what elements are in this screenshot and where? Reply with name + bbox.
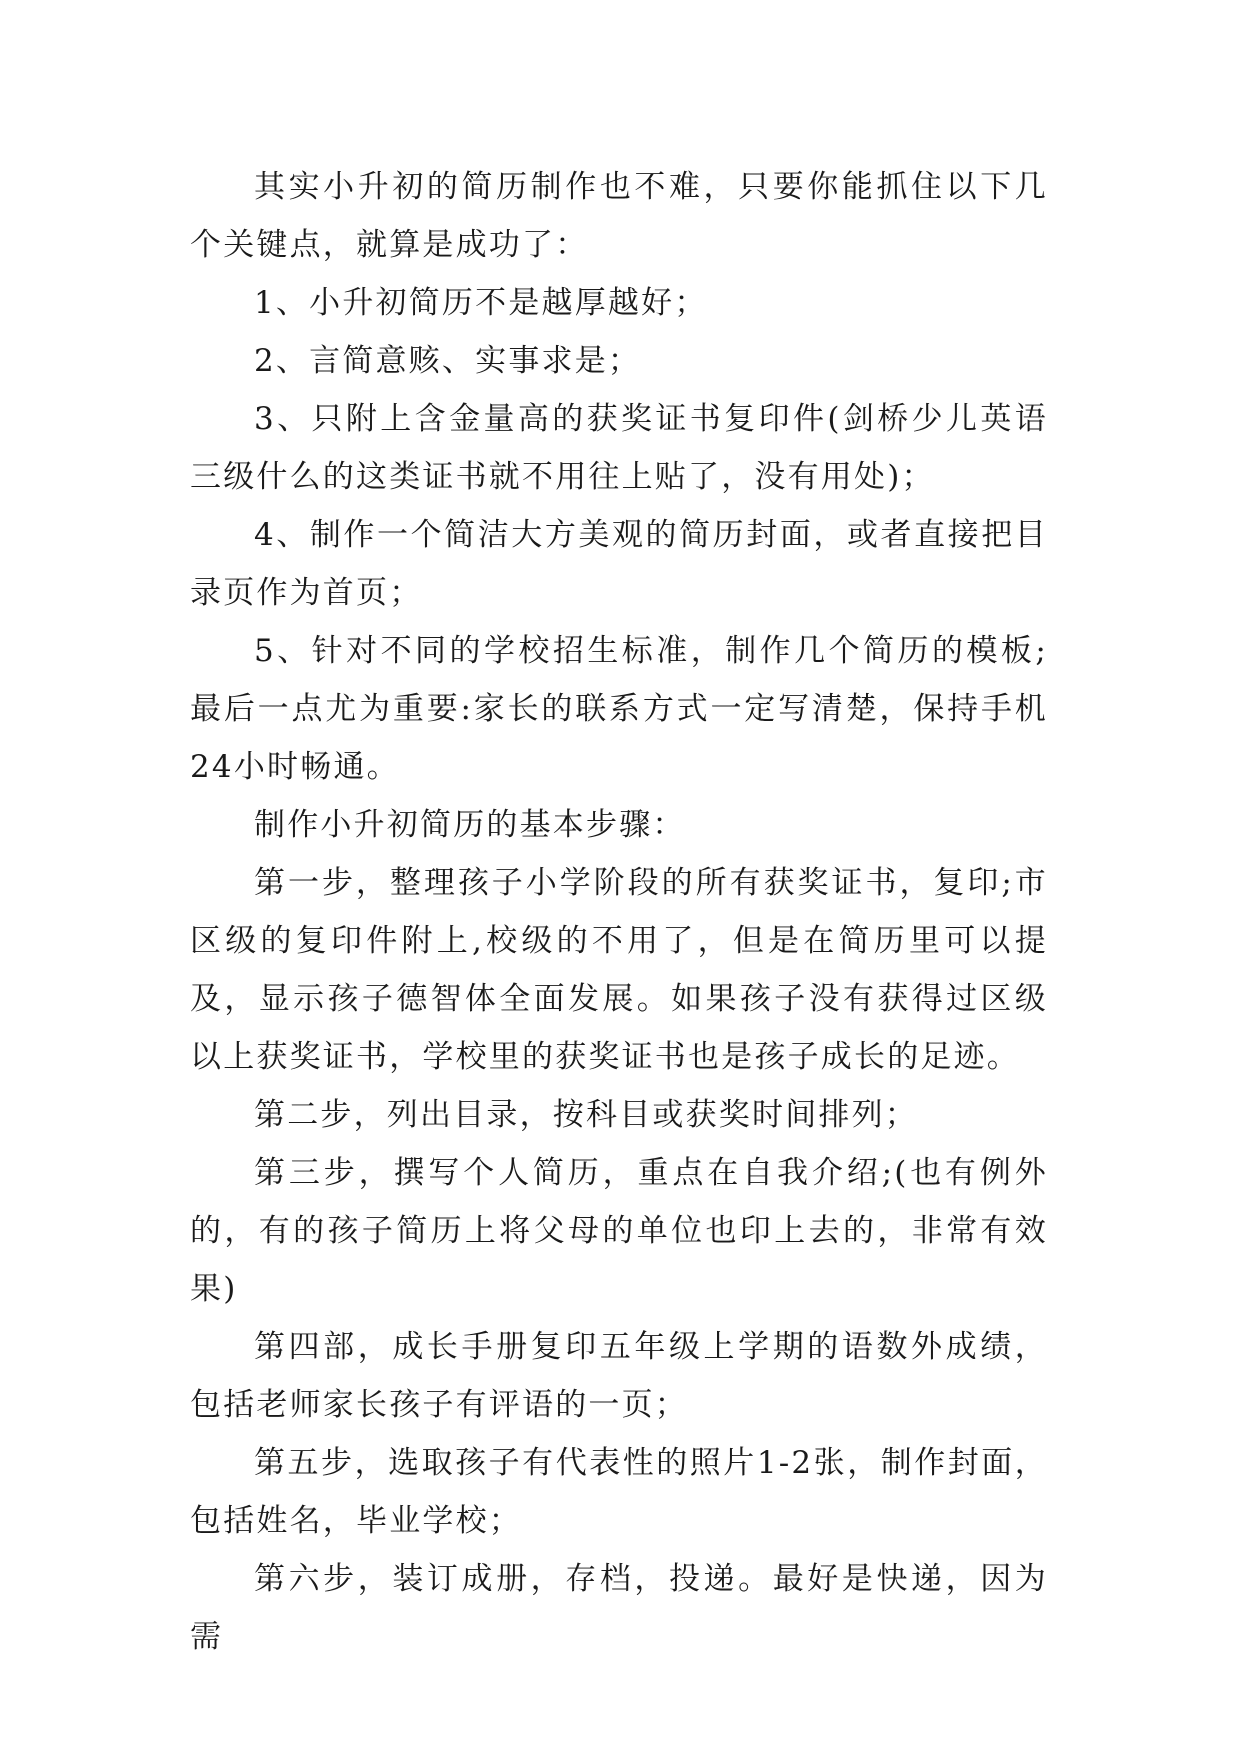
paragraph-intro: 其实小升初的简历制作也不难，只要你能抓住以下几个关键点，就算是成功了： [190,169,1048,263]
paragraph-point-3: 3、只附上含金量高的获奖证书复印件(剑桥少儿英语三级什么的这类证书就不用往上贴了，没有用处)； [190,401,1048,495]
paragraph-step-4: 第四部，成长手册复印五年级上学期的语数外成绩，包括老师家长孩子有评语的一页； [190,1329,1048,1423]
paragraph-step-2: 第二步，列出目录，按科目或获奖时间排列； [254,1097,918,1133]
paragraph-point-4: 4、制作一个简洁大方美观的简历封面，或者直接把目录页作为首页； [190,517,1048,611]
paragraph-steps-heading: 制作小升初简历的基本步骤： [254,807,686,843]
paragraph-step-6: 第六步，装订成册，存档，投递。最好是快递，因为需 [190,1561,1048,1655]
document-body [190,158,1048,1666]
paragraph-point-5: 5、针对不同的学校招生标准，制作几个简历的模板;最后一点尤为重要:家长的联系方式一定写清楚，保持手机24小时畅通。 [190,633,1048,785]
paragraph-step-5: 第五步，选取孩子有代表性的照片1-2张，制作封面，包括姓名，毕业学校； [190,1445,1048,1539]
paragraph-step-3: 第三步，撰写个人简历，重点在自我介绍;(也有例外的，有的孩子简历上将父母的单位也印上去的，非常有效果) [190,1155,1048,1307]
paragraph-point-2: 2、言简意赅、实事求是； [254,343,642,379]
paragraph-point-1: 1、小升初简历不是越厚越好； [254,285,708,321]
paragraph-step-1: 第一步，整理孩子小学阶段的所有获奖证书，复印;市区级的复印件附上,校级的不用了，但是在简历里可以提及，显示孩子德智体全面发展。如果孩子没有获得过区级以上获奖证书，学校里的获奖证书也是孩子成长的足迹。 [190,865,1048,1075]
